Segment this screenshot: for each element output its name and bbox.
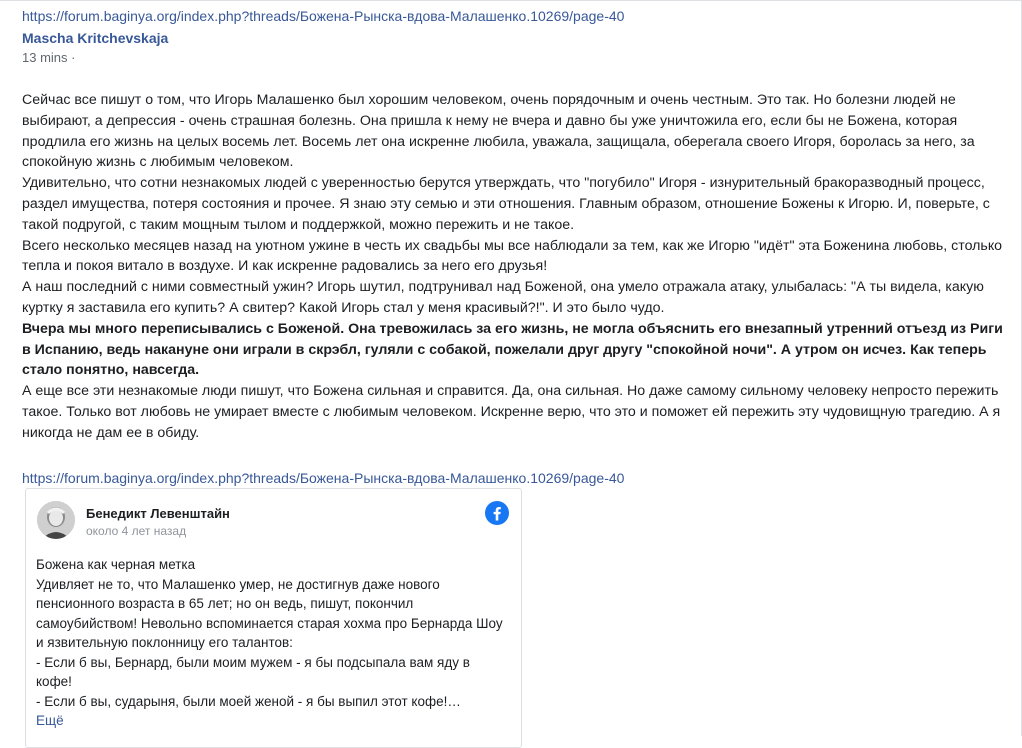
see-more-link[interactable]: Ещё: [36, 713, 64, 728]
card-line: - Если б вы, Бернард, были моим мужем - я бы подсыпала вам яду в кофе!: [36, 654, 470, 689]
facebook-icon[interactable]: [485, 501, 509, 525]
avatar-photo: [37, 501, 75, 539]
avatar[interactable]: [37, 501, 75, 539]
card-text: [36, 555, 506, 731]
thread-link-bottom[interactable]: https://forum.baginya.org/index.php?threads/Божена-Рынска-вдова-Малашенко.10269/page-40: [22, 470, 625, 486]
post-paragraph: Удивительно, что сотни незнакомых людей с уверенностью берутся утверждать, что "погубило" Игоря - изнурительный бракоразводный процесс, раздел имущества, потеря состояния и прочее. Я знаю эту семью и эти отношения. Главным образом, отношение Божены к Игорю. И, поверьте, с такой подругой, с таким мощным тылом и поддержкой, можно пережить и не такое.: [22, 175, 990, 233]
card-author-name[interactable]: Бенедикт Левенштайн: [86, 506, 230, 521]
post-paragraph: А еще все эти незнакомые люди пишут, что Божена сильная и справится. Да, она сильная. Но даже самому сильному человеку непросто пережить такое. Только вот любовь не умирает вместе с любимым человеком. Искренне верю, что это и поможет ей пережить эту чудовищную трагедию. А я никогда не дам ее в обиду.: [22, 383, 1001, 441]
embedded-facebook-post[interactable]: [25, 488, 522, 748]
post-timestamp[interactable]: 13 mins ·: [22, 50, 76, 65]
post-paragraph: Всего несколько месяцев назад на уютном ужине в честь их свадьбы мы все наблюдали за тем, как же Игорю "идёт" эта Боженина любовь, столько тепла и покоя витало в воздухе. И как искренне радовались за него его друзья!: [22, 237, 1003, 275]
author-name[interactable]: Mascha Kritchevskaja: [22, 30, 169, 46]
post-paragraph: А наш последний с ними совместный ужин? Игорь шутил, подтрунивал над Боженой, она умело отражала атаку, улыбалась: "А ты видела, какую куртку я заставила его купить? А свитер? Какой Игорь стал у меня красивый?!". И это было чудо.: [22, 279, 984, 316]
post-paragraph: Сейчас все пишут о том, что Игорь Малашенко был хорошим человеком, очень порядочным и очень честным. Это так. Но болезни людей не выбирают, а депрессия - очень страшная болезнь. Она пришла к нему не вчера и давно бы уже уничтожила его, если бы не Божена, которая продлила его жизнь на целых восемь лет. Восемь лет она искренне любила, уважала, защищала, оберегала своего Игоря, боролась за него, за спокойную жизнь с любимым человеком.: [22, 92, 975, 171]
post-body: [22, 90, 1012, 444]
card-line: Удивляет не то, что Малашенко умер, не достигнув даже нового пенсионного возраста в 65 лет; но он ведь, пишут, покончил самоубийством! Невольно вспоминается старая хохма про Бернарда Шоу и язвительную поклонницу его талантов:: [36, 576, 503, 650]
card-timestamp[interactable]: около 4 лет назад: [86, 524, 187, 538]
post-paragraph-bold: Вчера мы много переписывались с Боженой. Она тревожилась за его жизнь, не могла объяснить его внезапный утренний отъезд из Риги в Испанию, ведь накануне они играли в скрэбл, гуляли с собакой, пожелали друг другу "спокойной ночи". А утром он исчез. Как теперь стало понятно, навсегда.: [22, 320, 1003, 379]
card-line: - Если б вы, сударыня, были моей женой - я бы выпил этот кофе!…: [36, 693, 461, 709]
frame-top-border: [0, 0, 1022, 1]
thread-link-top[interactable]: https://forum.baginya.org/index.php?threads/Божена-Рынска-вдова-Малашенко.10269/page-40: [22, 8, 625, 24]
card-line: Божена как черная метка: [36, 557, 196, 572]
